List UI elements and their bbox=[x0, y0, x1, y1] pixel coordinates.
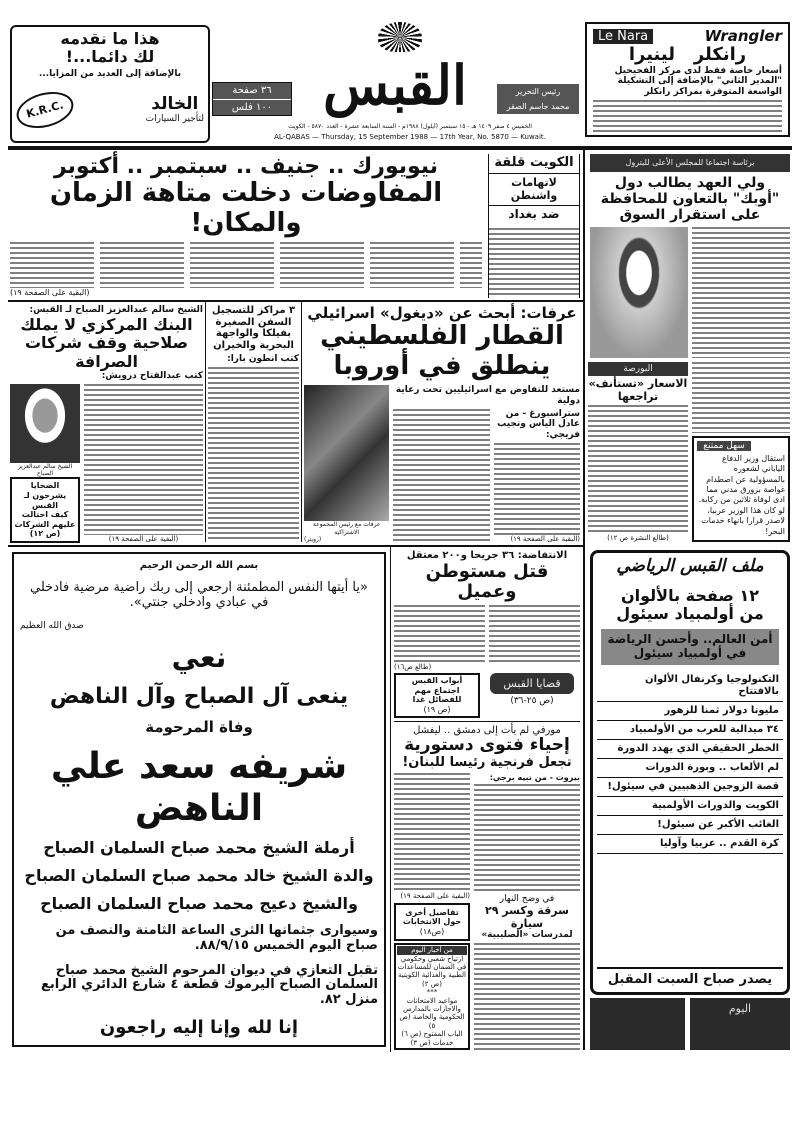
deceased-name: شريفه سعد علي الناهض bbox=[50, 746, 348, 829]
sports-items bbox=[597, 671, 783, 854]
arafat-story: عرفات: أبحث عن «ديغول» اسرائيلي القطار الفلسطيني ينطلق في أوروبا عرفات مع رئيس المجموعة الاشتراكية (رويتر) مستعد للتفاوض مع اسرائيليين تحت رعاية دولية ستراسبورغ - من عادل الياس ونجيب فريجي: (البقية على الصفحة ١٩) bbox=[304, 304, 580, 543]
crown-prince-story bbox=[590, 154, 790, 358]
sports-item: مليونا دولار ثمنا للزهور bbox=[597, 702, 783, 721]
bank-photo bbox=[10, 384, 80, 463]
bank-victims-box: الضحايا يشرحون لـ القبس كيف احتالت عليهم الشركات (ص ١٢) bbox=[10, 477, 80, 543]
sports-item: التكنولوجيا وكرنفال الألوان بالافتتاح bbox=[597, 671, 783, 702]
stocks-headline: الاسعار «تستأنف» تراجعها bbox=[588, 377, 688, 403]
arafat-photo bbox=[304, 385, 389, 521]
masthead-logo: القبس bbox=[323, 53, 467, 117]
sports-item: الكويت والدورات الأولمبية bbox=[597, 797, 783, 816]
obituary-title: نعي bbox=[171, 640, 227, 674]
dateline-arabic: الخميس ٤ صفر ١٤٠٩ هـ - ١٥ سبتمبر (أيلول) ١٩٨٨م - السنة السابعة عشرة - العدد ٥٨٧٠ - الكويت bbox=[288, 123, 532, 130]
lead-headline: المفاوضات دخلت متاهة الزمان والمكان! bbox=[49, 178, 443, 239]
ad-wrangler: Le Nara Wrangler رانكلر لينيرا أسعار خاصة فقط لدى مركز الفحيحيل "المدير الثاني" بالإضافة إلى التشكيلة الواسعة المتوفرة بمراكز رانكلر bbox=[585, 22, 790, 137]
masthead-rule bbox=[8, 146, 792, 150]
arafat-photo-credit: (رويتر) bbox=[304, 535, 322, 543]
sports-item: ٣٤ ميدالية للعرب من الأولمبياد bbox=[597, 721, 783, 740]
sports-item: كرة القدم .. عربيا وآوليا bbox=[597, 835, 783, 854]
sports-item: قصة الزوجين الذهبيين في سيئول! bbox=[597, 778, 783, 797]
arafat-headline-2: ينطلق في أوروبا bbox=[333, 351, 551, 382]
arafat-kicker: عرفات: أبحث عن «ديغول» اسرائيلي bbox=[307, 304, 577, 322]
dateline-english: AL-QABAS — Thursday, 15 September 1988 — 17th Year, No. 5870 — Kuwait. bbox=[274, 133, 546, 141]
arafat-headline-1: القطار الفلسطيني bbox=[320, 321, 564, 352]
japan-box: سهل ممتنع استقال وزير الدفاع الياباني لشعوره بالمسؤولية عن اصطدام غواصة بزورق مدني مما ادى لوفاة ثلاثين من ركابه. لو كان هذا الوزير عربيا، لاصدر قرارا بانهاء خدمات البحر! bbox=[692, 436, 790, 542]
bottom-box-right: اليوم bbox=[690, 998, 790, 1050]
bottom-box-left bbox=[590, 998, 685, 1050]
ports-story: ٣ مراكز للتسجيل السفن الصغيرة بفيلكا والواجهة البحرية والخيران كتب انطون بارا: bbox=[208, 305, 299, 541]
bank-story: الشيخ سالم عبدالعزيز الصباح لـ القبس: البنك المركزي لا يملك صلاحية وقف شركات الصرافة كتب عبدالفتاح درويش: الشيخ سالم عبدالعزيز الصباح الضحايا يشرحون لـ القبس كيف احتالت عليهم الشركات (ص ١٢) (البقية على الصفحة ١٩) bbox=[10, 305, 203, 543]
sports-item: لم الألعاب .. وبورة الدورات bbox=[597, 759, 783, 778]
price-box: ٣٦ صفحة ١٠٠ فلس bbox=[212, 82, 292, 116]
lead-body bbox=[10, 242, 482, 288]
sports-supplement: ملف القبس الرياضي ١٢ صفحة بالألوان من أولمبياد سيئول أمن العالم.. وأحسن الرياضة في أولمبياد سيئول التكنولوجيا وكرنفال الألوان بالافتتاح مليونا دولار ثمنا للزهور ٣٤ ميدالية للعرب من الأولمبياد الخطر الحقيقي الذي يهدد الدورة لم الألعاب .. وبورة الدورات قصة الزوجين الذهبيين في سيئول! الكويت والدورات الأولمبية الغائب الأكبر عن سيئول! كرة القدم .. عربيا وآوليا يصدر صباح السبت المقبل bbox=[590, 550, 790, 995]
sports-item: الخطر الحقيقي الذي يهدد الدورة bbox=[597, 740, 783, 759]
crown-prince-photo bbox=[590, 227, 688, 358]
inside-box: من أخبار اليوم ارتياح شعبي وحكومي في الضمان للمساعدات الطبية والغذائية الكويتية (ص ٢) *** مواعيد الامتحانات والاجازات بالمدارس الحكومية والخاصة (ص ٥) الباب المفتوح (ص ٦) خدمات (ص ٣) bbox=[394, 943, 470, 1050]
intifada-kicker: الانتفاضة: ٣٦ جريحا و٢٠٠ معتقل bbox=[406, 550, 568, 561]
sports-item: الغائب الأكبر عن سيئول! bbox=[597, 816, 783, 835]
stocks-label: البورصة bbox=[588, 362, 688, 376]
cars-headline: سرقة وكسر ٢٩ سيارة bbox=[485, 903, 569, 930]
editor-box: رئيس التحرير محمد جاسم الصقر bbox=[497, 84, 579, 114]
crown-prince-kicker: برئاسة اجتماعا للمجلس الأعلى للبترول bbox=[590, 154, 790, 172]
abwab-box: أبواب القبس اجتماع مهم للفصائل غدا (ص ١٩) bbox=[394, 673, 480, 717]
intifada-headline: قتل مستوطن وعميل bbox=[425, 560, 549, 603]
lead-kicker: نيويورك .. جنيف .. سبتمبر .. أكتوبر bbox=[53, 154, 439, 179]
kuwait-box: الكويت قلقة لاتهامات واشنطن ضد بغداد bbox=[488, 154, 580, 298]
logo-emblem bbox=[378, 22, 422, 52]
ad-khaled: هذا ما نقدمه لك دائما...! بالإضافة إلى العديد من المزايا... K.R.C. الخالد لتأجير السيارات bbox=[10, 25, 210, 143]
crown-prince-headline: ولي العهد يطالب دول "أوبك" بالتعاون للمحافظة على استقرار السوق bbox=[600, 174, 780, 223]
lead-story: نيويورك .. جنيف .. سبتمبر .. أكتوبر المفاوضات دخلت متاهة الزمان والمكان! (البقية على الصفحة ١٩) bbox=[10, 154, 482, 298]
bank-headline: البنك المركزي لا يملك صلاحية وقف شركات الصرافة bbox=[20, 314, 193, 371]
center-column: الانتفاضة: ٣٦ جريحا و٢٠٠ معتقل قتل مستوطن وعميل (طالع ص١٦) أبواب القبس اجتماع مهم للفصائل غدا (ص ١٩) قضايا القبس (ص ٢٥-٣٦) مورفي لم يأت إلى دمشق .. ليفشل إحياء فتوى دستورية تجعل فرنجية رئيسا للبنان! (البقية على الصفحة ١٩) تفاصيل أخرى حول الانتخابات (ص١٨) من أخبار اليوم ارتياح شعبي وحكومي في الضمان للمساعدات الطبية والغذائية الكويتية (ص ٢) *** مواعيد الامتحانات والاجازات بالمدارس الحكومية والخاصة (ص ٥) الباب المفتوح (ص ٦) خدمات (ص ٣) بيروت - من نبيه برجي: في وضح النهار سرقة وكسر ٢٩ سيارة لمدرسات «الصليبية» bbox=[394, 550, 580, 1050]
krc-logo: K.R.C. bbox=[13, 86, 78, 134]
ports-headline: ٣ مراكز للتسجيل السفن الصغيرة بفيلكا والواجهة البحرية والخيران bbox=[211, 305, 296, 351]
lebanon-headline: إحياء فتوى دستورية bbox=[404, 735, 570, 756]
obituary: بسم الله الرحمن الرحيم «يا أيتها النفس المطمئنة ارجعي إلى ربك راضية مرضية فادخلي في عبادي وادخلي جنتي». صدق الله العظيم نعي ينعى آل الصباح وآل الناهض وفاة المرحومة شريفه سعد علي الناهض أرملة الشيخ محمد صباح السلمان الصباح والدة الشيخ خالد محمد صباح السلمان الصباح والشيخ دعيج محمد صباح السلمان الصباح وسيوارى جثمانها الثرى الساعة الثامنة والنصف من صباح اليوم الخميس ٨٨/٩/١٥. تقبل التعازي في ديوان المرحوم الشيخ محمد صباح السلمان الصباح اليرموك قطعة ٤ شارع الدائري الرابع منزل ٨٢. إنا لله وإنا إليه راجعون bbox=[12, 552, 386, 1047]
qadaya-box: قضايا القبس bbox=[490, 673, 574, 694]
stocks-story: البورصة الاسعار «تستأنف» تراجعها (طالع النشرة ص ١٢) bbox=[588, 364, 688, 542]
elections-box: تفاصيل أخرى حول الانتخابات (ص١٨) bbox=[394, 903, 470, 942]
